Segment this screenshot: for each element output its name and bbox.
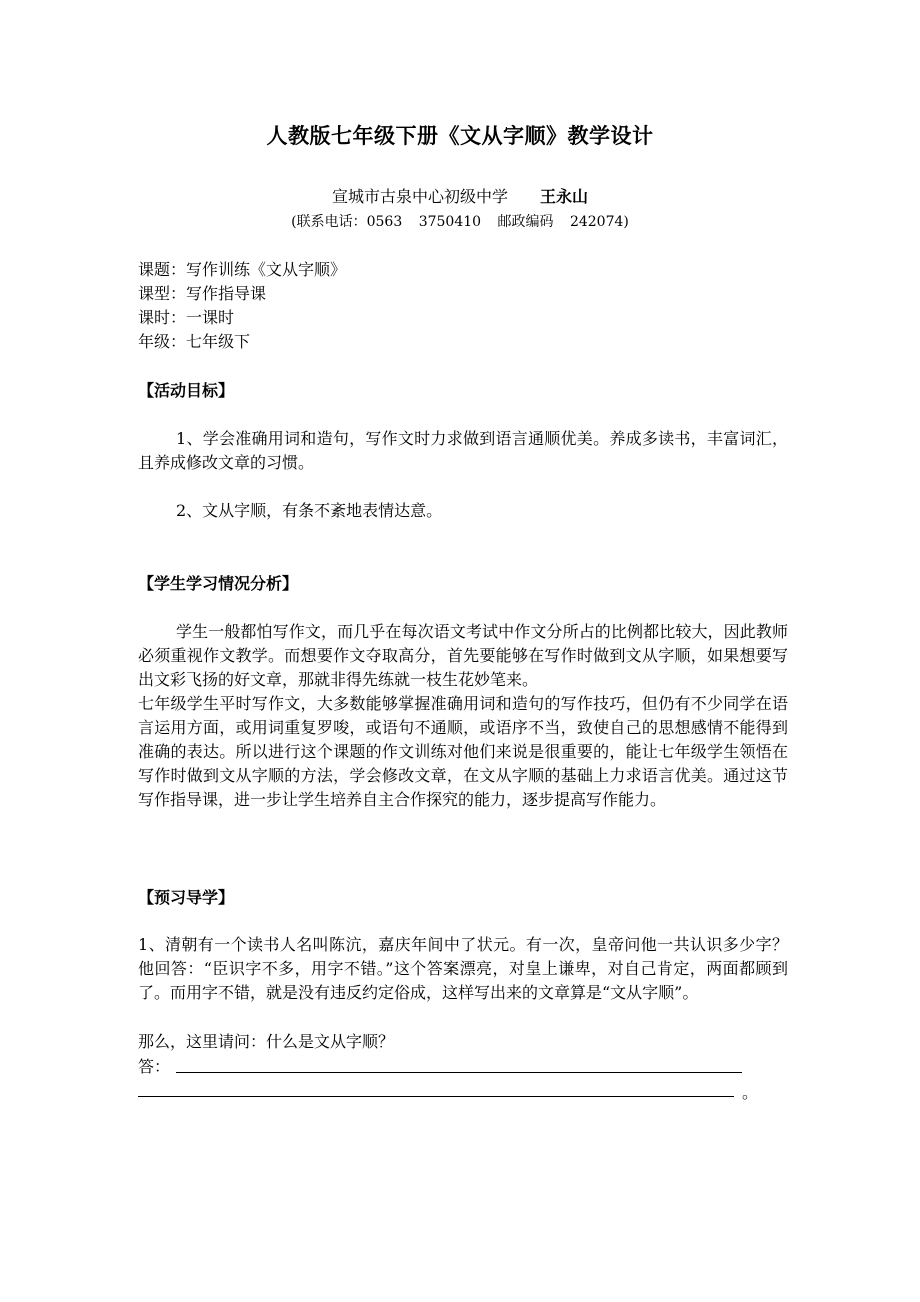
contact-line <box>0 211 920 231</box>
author-line <box>0 184 920 207</box>
answer-line-1[interactable] <box>176 1072 742 1073</box>
contact-postal-label: 邮政编码 <box>497 214 554 230</box>
heading-analysis: 【学生学习情况分析】 <box>138 574 299 593</box>
preview-paragraph-1: 1、清朝有一个读书人名叫陈沆，嘉庆年间中了状元。有一次，皇帝问他一共认识多少字？他回答：“臣识字不多，用字不错。”这个答案漂亮，对皇上谦卑，对自己肯定，两面都顾到了。而用字不错，就是没有违反约定俗成，这样写出来的文章算是“文从字顺”。 <box>138 935 788 1002</box>
analysis-paragraph-1: 学生一般都怕写作文，而几乎在每次语文考试中作文分所占的比例都比较大，因此教师必须重视作文教学。而想要作文夺取高分，首先要能够在写作时做到文从字顺，如果想要写出文彩飞扬的好文章，那就非得先练就一枝生花妙笔来。 <box>138 622 788 689</box>
preview-question: 那么，这里请问：什么是文从字顺？ <box>138 1032 395 1051</box>
meta-duration: 课时：一课时 <box>138 308 235 327</box>
contact-phone: 3750410 <box>418 214 482 230</box>
lesson-meta <box>138 258 346 354</box>
answer-end-mark: 。 <box>742 1083 759 1102</box>
answer-label: 答： <box>138 1057 171 1076</box>
answer-line-2[interactable] <box>138 1096 734 1097</box>
meta-topic: 课题：写作训练《文从字顺》 <box>138 260 347 279</box>
meta-type: 课型：写作指导课 <box>138 284 267 303</box>
heading-preview: 【预习导学】 <box>138 888 235 907</box>
heading-goals: 【活动目标】 <box>138 381 235 400</box>
analysis-paragraph-2: 七年级学生平时写作文，大多数能够掌握准确用词和造句的写作技巧，但仍有不少同学在语言运用方面，或用词重复罗唆，或语句不通顺，或语序不当，致使自己的思想感情不能得到准确的表达。所以进行这个课题的作文训练对他们来说是很重要的，能让七年级学生领悟在写作时做到文从字顺的方法，学会修改文章，在文从字顺的基础上力求语言优美。通过这节写作指导课，进一步让学生培养自主合作探究的能力，逐步提高写作能力。 <box>138 694 788 809</box>
meta-grade: 年级：七年级下 <box>138 332 251 351</box>
school-name: 宣城市古泉中心初级中学 <box>331 187 508 206</box>
goal-item-1: 1、学会准确用词和造句，写作文时力求做到语言通顺优美。养成多读书，丰富词汇，且养成修改文章的习惯。 <box>138 429 788 472</box>
document-title: 人教版七年级下册《文从字顺》教学设计 <box>266 124 654 148</box>
goal-item-2: 2、文从字顺，有条不紊地表情达意。 <box>176 501 443 520</box>
contact-postal-code: 242074) <box>569 214 629 230</box>
author-name: 王永山 <box>540 187 589 206</box>
contact-phone-label: (联系电话：0563 <box>291 214 403 230</box>
